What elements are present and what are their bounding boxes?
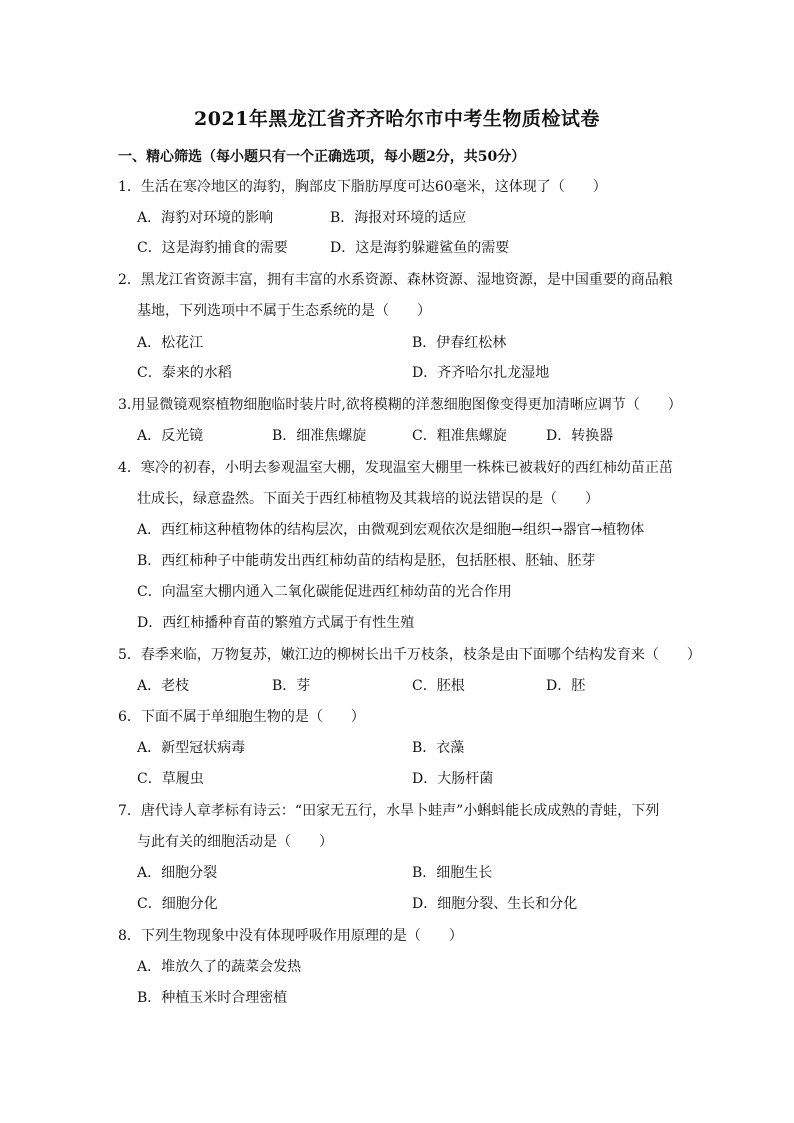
- question-2-option-b: B．伊春红松林: [412, 335, 507, 351]
- question-2-stem: 2．黑龙江省资源丰富，拥有丰富的水系资源、森林资源、湿地资源，是中国重要的商品粮: [118, 272, 673, 288]
- page-title: 2021年黑龙江省齐齐哈尔市中考生物质检试卷: [194, 108, 600, 130]
- question-3-option-a: A．反光镜: [137, 428, 204, 444]
- question-6-option-c: C．草履虫: [137, 771, 204, 787]
- question-4-option-a: A．西红柿这种植物体的结构层次，由微观到宏观依次是细胞→组织→器官→植物体: [137, 522, 645, 538]
- question-7-option-d: D．细胞分裂、生长和分化: [412, 896, 578, 912]
- question-5-stem: 5．春季来临，万物复苏，嫩江边的柳树长出千万枝条，枝条是由下面哪个结构发育来（ ）: [118, 647, 701, 663]
- question-1-stem: 1．生活在寒冷地区的海豹，胸部皮下脂肪厚度可达60毫米，这体现了（ ）: [118, 179, 607, 195]
- question-8-stem: 8．下列生物现象中没有体现呼吸作用原理的是（ ）: [118, 928, 463, 944]
- question-5-option-a: A．老枝: [137, 678, 190, 694]
- question-8-option-a: A．堆放久了的蔬菜会发热: [137, 959, 302, 975]
- question-4-option-b: B．西红柿种子中能萌发出西红柿幼苗的结构是胚，包括胚根、胚轴、胚芽: [137, 553, 596, 569]
- question-1-option-c: C．这是海豹捕食的需要: [137, 240, 288, 256]
- question-7-option-c: C．细胞分化: [137, 896, 218, 912]
- question-3-option-c: C．粗准焦螺旋: [412, 428, 507, 444]
- question-5-option-b: B．芽: [272, 678, 311, 694]
- question-1-option-a: A．海豹对环境的影响: [137, 210, 274, 226]
- question-6-option-d: D．大肠杆菌: [412, 771, 494, 787]
- question-6-stem: 6．下面不属于单细胞生物的是（ ）: [118, 709, 365, 725]
- question-5-option-d: D．胚: [546, 678, 586, 694]
- question-4-option-c: C．向温室大棚内通入二氧化碳能促进西红柿幼苗的光合作用: [137, 584, 512, 600]
- section-heading: 一、精心筛选（每小题只有一个正确选项，每小题2分，共50分）: [118, 149, 526, 165]
- question-4-option-d: D．西红柿播种育苗的繁殖方式属于有性生殖: [137, 615, 415, 631]
- question-1-option-b: B．海报对环境的适应: [330, 210, 467, 226]
- question-3-stem: 3.用显微镜观察植物细胞临时装片时,欲将模糊的洋葱细胞图像变得更加清晰应调节（ ）: [118, 397, 682, 413]
- question-3-option-d: D．转换器: [546, 428, 614, 444]
- question-4-stem: 4．寒冷的初春，小明去参观温室大棚，发现温室大棚里一株株已被栽好的西红柿幼苗正茁: [118, 460, 673, 476]
- question-4-stem-cont: 壮成长，绿意盎然。下面关于西红柿植物及其栽培的说法错误的是（ ）: [137, 491, 599, 507]
- question-2-option-a: A．松花江: [137, 335, 204, 351]
- question-2-option-d: D．齐齐哈尔扎龙湿地: [412, 365, 550, 381]
- question-6-option-a: A．新型冠状病毒: [137, 740, 246, 756]
- question-5-option-c: C．胚根: [412, 678, 465, 694]
- question-2-option-c: C．泰来的水稻: [137, 365, 232, 381]
- question-8-option-b: B．种植玉米时合理密植: [137, 990, 288, 1006]
- question-1-option-d: D．这是海豹躲避鲨鱼的需要: [330, 240, 510, 256]
- question-7-stem-cont: 与此有关的细胞活动是（ ）: [137, 834, 333, 850]
- question-2-stem-cont: 基地，下列选项中不属于生态系统的是（ ）: [137, 303, 431, 319]
- question-3-option-b: B．细准焦螺旋: [272, 428, 367, 444]
- question-7-stem: 7．唐代诗人章孝标有诗云：“田家无五行，水旱卜蛙声”小蝌蚪能长成成熟的青蛙，下列: [118, 803, 660, 819]
- question-7-option-b: B．细胞生长: [412, 865, 493, 881]
- question-7-option-a: A．细胞分裂: [137, 865, 218, 881]
- question-6-option-b: B．衣藻: [412, 740, 465, 756]
